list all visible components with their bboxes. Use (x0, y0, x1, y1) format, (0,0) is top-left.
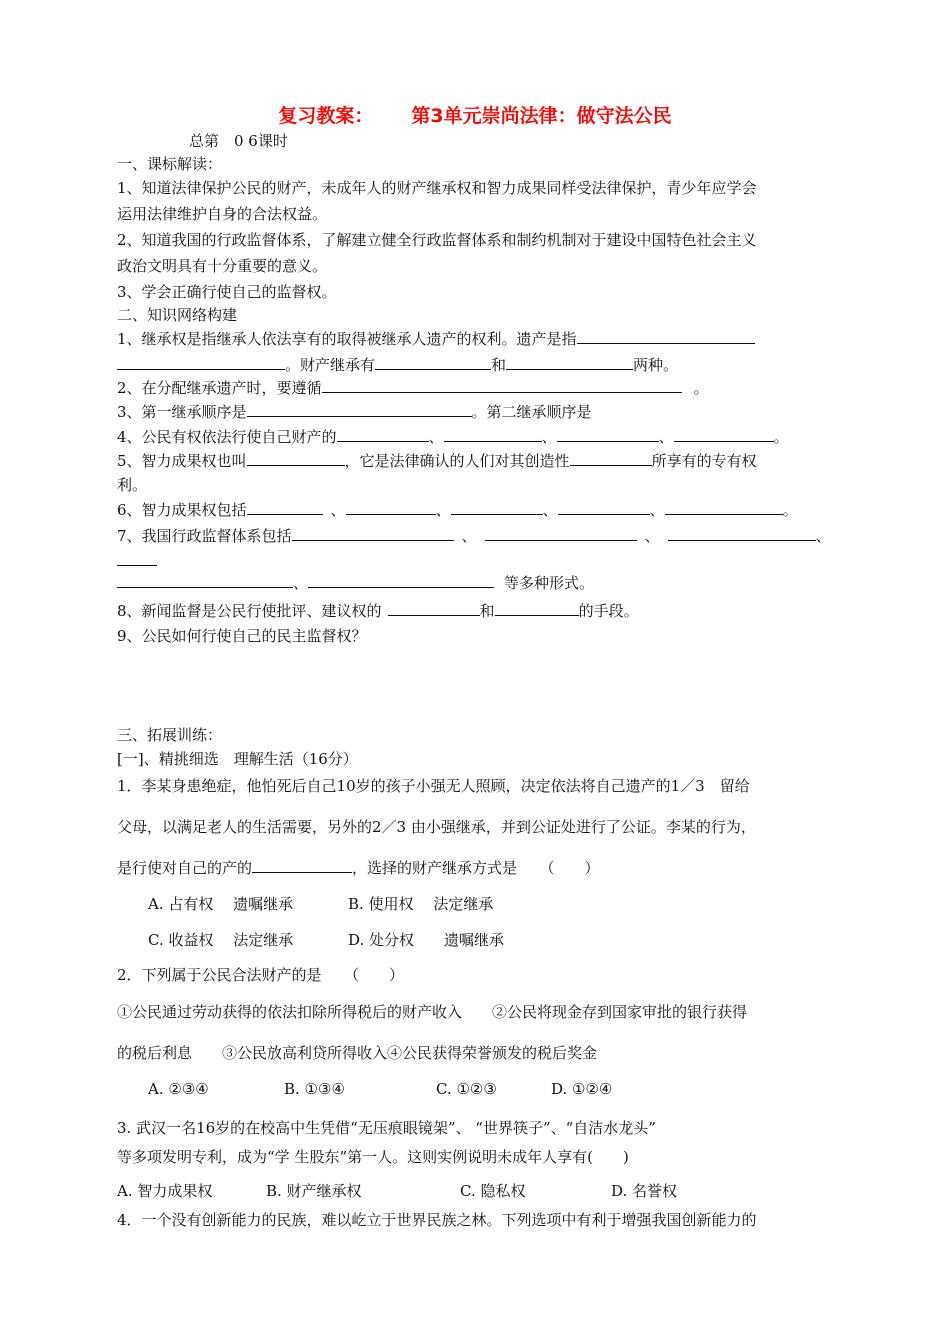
answer-blank[interactable] (308, 573, 494, 588)
knowledge-q4: 4、公民有权依法行使自己财产的 、 、 、 。 (117, 428, 789, 446)
q2-option-a[interactable]: A. ②③④ (148, 1080, 209, 1098)
exercise-q1-text: ，选择的财产继承方式是 （ ） (352, 859, 600, 877)
answer-blank[interactable] (485, 526, 637, 541)
answer-blank[interactable] (247, 402, 472, 417)
exercise-q1-cont2 (117, 858, 600, 878)
answer-blank[interactable] (668, 526, 816, 541)
standard-item-2: 2、知道我国的行政监督体系，了解建立健全行政监督体系和制约机制对于建设中国特色社会主义 (117, 231, 757, 249)
answer-blank[interactable] (322, 378, 682, 393)
exercise-q3: 3. 武汉一名16岁的在校高中生凭借“无压痕眼镜架”、 “世界筷子”、“自洁水龙头” (117, 1119, 656, 1137)
exercise-q1: 1．李某身患绝症，他怕死后自己10岁的孩子小强无人照顾，决定依法将自己遗产的1／3 留给 (117, 777, 750, 795)
answer-blank[interactable] (557, 427, 659, 442)
knowledge-q7-cont (117, 551, 157, 571)
page-title (0, 101, 950, 128)
answer-blank[interactable] (247, 500, 323, 515)
answer-blank[interactable] (444, 427, 542, 442)
standard-item-3: 3、学会正确行使自己的监督权。 (117, 283, 337, 301)
exercise-q3-text: 等多项发明专利，成为“学 生股东”第一人。这则实例说明未成年人享有 (117, 1148, 588, 1166)
answer-blank[interactable] (674, 427, 774, 442)
knowledge-q8 (117, 601, 639, 621)
exercise-q1-text: 是行使对自己的产的 (117, 859, 253, 877)
answer-blank[interactable] (495, 601, 579, 616)
q1-option-d[interactable]: D. 处分权 遗嘱继承 (348, 931, 505, 949)
q1-option-c[interactable]: C. 收益权 法定继承 (148, 931, 294, 949)
section-1-heading: 一、课标解读： (117, 155, 223, 173)
session-number: 总第 0 6课时 (189, 132, 288, 150)
exercise-q2: 2．下列属于公民合法财产的是 （ ） (117, 966, 405, 984)
knowledge-q8-text: 的手段。 (578, 602, 639, 620)
title-prefix: 复习教案： (278, 105, 374, 127)
answer-blank[interactable] (570, 451, 652, 466)
answer-blank[interactable] (117, 573, 293, 588)
answer-blank[interactable] (252, 858, 352, 873)
q3-option-a[interactable]: A. 智力成果权 (117, 1182, 213, 1200)
exercise-q1-cont: 父母，以满足老人的生活需要，另外的2／3 由小强继承，并到公证处进行了公证。李某的行为， (117, 818, 756, 836)
q1-option-a[interactable]: A. 占有权 遗嘱继承 (148, 895, 294, 913)
section-3-heading: 三、拓展训练： (117, 726, 223, 744)
q2-option-c[interactable]: C. ①②③ (436, 1080, 497, 1098)
knowledge-q8-text: 8、新闻监督是公民行使批评、建议权的 (117, 602, 382, 620)
knowledge-q2 (117, 378, 709, 398)
knowledge-q3-text: 3、第一继承顺序是 (117, 403, 247, 421)
knowledge-q2-text: 2、在分配继承遗产时，要遵循 (117, 379, 322, 397)
knowledge-q1-text: 和 (491, 356, 507, 374)
q1-option-b[interactable]: B. 使用权 法定继承 (348, 895, 494, 913)
knowledge-q1 (117, 329, 755, 349)
answer-blank[interactable] (665, 500, 783, 515)
answer-blank[interactable] (506, 355, 633, 370)
knowledge-q5-cont: 利。 (117, 476, 148, 494)
knowledge-q7-text: 等多种形式。 (504, 574, 595, 592)
q3-option-c[interactable]: C. 隐私权 (460, 1182, 526, 1200)
answer-blank[interactable] (558, 500, 650, 515)
exercise-q2-items: ①公民通过劳动获得的依法扣除所得税后的财产收入 ②公民将现金存到国家审批的银行获得 (117, 1003, 748, 1021)
q3-option-d[interactable]: D. 名誉权 (611, 1182, 678, 1200)
answer-blank[interactable] (117, 551, 157, 566)
knowledge-q5-text: 所享有的专有权 (651, 452, 757, 470)
exercise-q2-items-cont: 的税后利息 ③公民放高利贷所得收入④公民获得荣誉颁发的税后奖金 (117, 1044, 598, 1062)
knowledge-q6-text: 6、智力成果权包括 (117, 501, 247, 519)
answer-blank[interactable] (117, 355, 285, 370)
knowledge-q2-text: 。 (693, 379, 709, 397)
knowledge-q5-text: ，它是法律确认的人们对其创造性 (344, 452, 570, 470)
knowledge-q5-text: 5、智力成果权也叫 (117, 452, 247, 470)
answer-blank[interactable] (247, 451, 345, 466)
answer-blank[interactable] (337, 427, 429, 442)
knowledge-q8-text: 和 (479, 602, 495, 620)
knowledge-q7-text: 7、我国行政监督体系包括 (117, 527, 292, 545)
answer-blank[interactable] (577, 329, 755, 344)
knowledge-q1-text: 两种。 (633, 356, 679, 374)
knowledge-q4-text: 4、公民有权依法行使自己财产的 (117, 428, 337, 446)
q2-option-d[interactable]: D. ①②④ (551, 1080, 613, 1098)
knowledge-q6: 6、智力成果权包括 、 、 、 、 。 (117, 501, 798, 519)
q3-option-b[interactable]: B. 财产继承权 (266, 1182, 362, 1200)
title-main: 第3单元崇尚法律：做守法公民 (411, 105, 672, 127)
answer-paren[interactable]: ( ) (587, 1148, 629, 1166)
knowledge-q7-cont2: 、 等多种形式。 (117, 573, 594, 593)
subsection-heading: [一]、精挑细选 理解生活（16分） (117, 750, 358, 768)
knowledge-q9: 9、公民如何行使自己的民主监督权？ (117, 627, 367, 645)
knowledge-q7: 7、我国行政监督体系包括 、 、 、 (117, 527, 831, 545)
knowledge-q1-text: 。财产继承有 (285, 356, 376, 374)
exercise-q3-cont (117, 1147, 629, 1167)
answer-blank[interactable] (346, 500, 436, 515)
q2-option-b[interactable]: B. ①③④ (284, 1080, 345, 1098)
standard-item-1: 1、知道法律保护公民的财产，未成年人的财产继承权和智力成果同样受法律保护，青少年应学会 (117, 179, 757, 197)
knowledge-q3-text: 。第二继承顺序是 (471, 403, 592, 421)
answer-blank[interactable] (451, 500, 543, 515)
answer-blank[interactable] (292, 526, 454, 541)
knowledge-q5 (117, 451, 757, 471)
knowledge-q1-text: 1、继承权是指继承人依法享有的取得被继承人遗产的权利。遗产是指 (117, 330, 577, 348)
answer-blank[interactable] (388, 601, 480, 616)
knowledge-q3 (117, 402, 592, 422)
standard-item-2-cont: 政治文明具有十分重要的意义。 (117, 257, 328, 275)
knowledge-q1-cont (117, 355, 678, 375)
exercise-q4: 4．一个没有创新能力的民族，难以屹立于世界民族之林。下列选项中有利于增强我国创新能力的 (117, 1211, 757, 1229)
answer-blank[interactable] (375, 355, 491, 370)
section-2-heading: 二、知识网络构建 (117, 306, 238, 324)
standard-item-1-cont: 运用法律维护自身的合法权益。 (117, 205, 328, 223)
